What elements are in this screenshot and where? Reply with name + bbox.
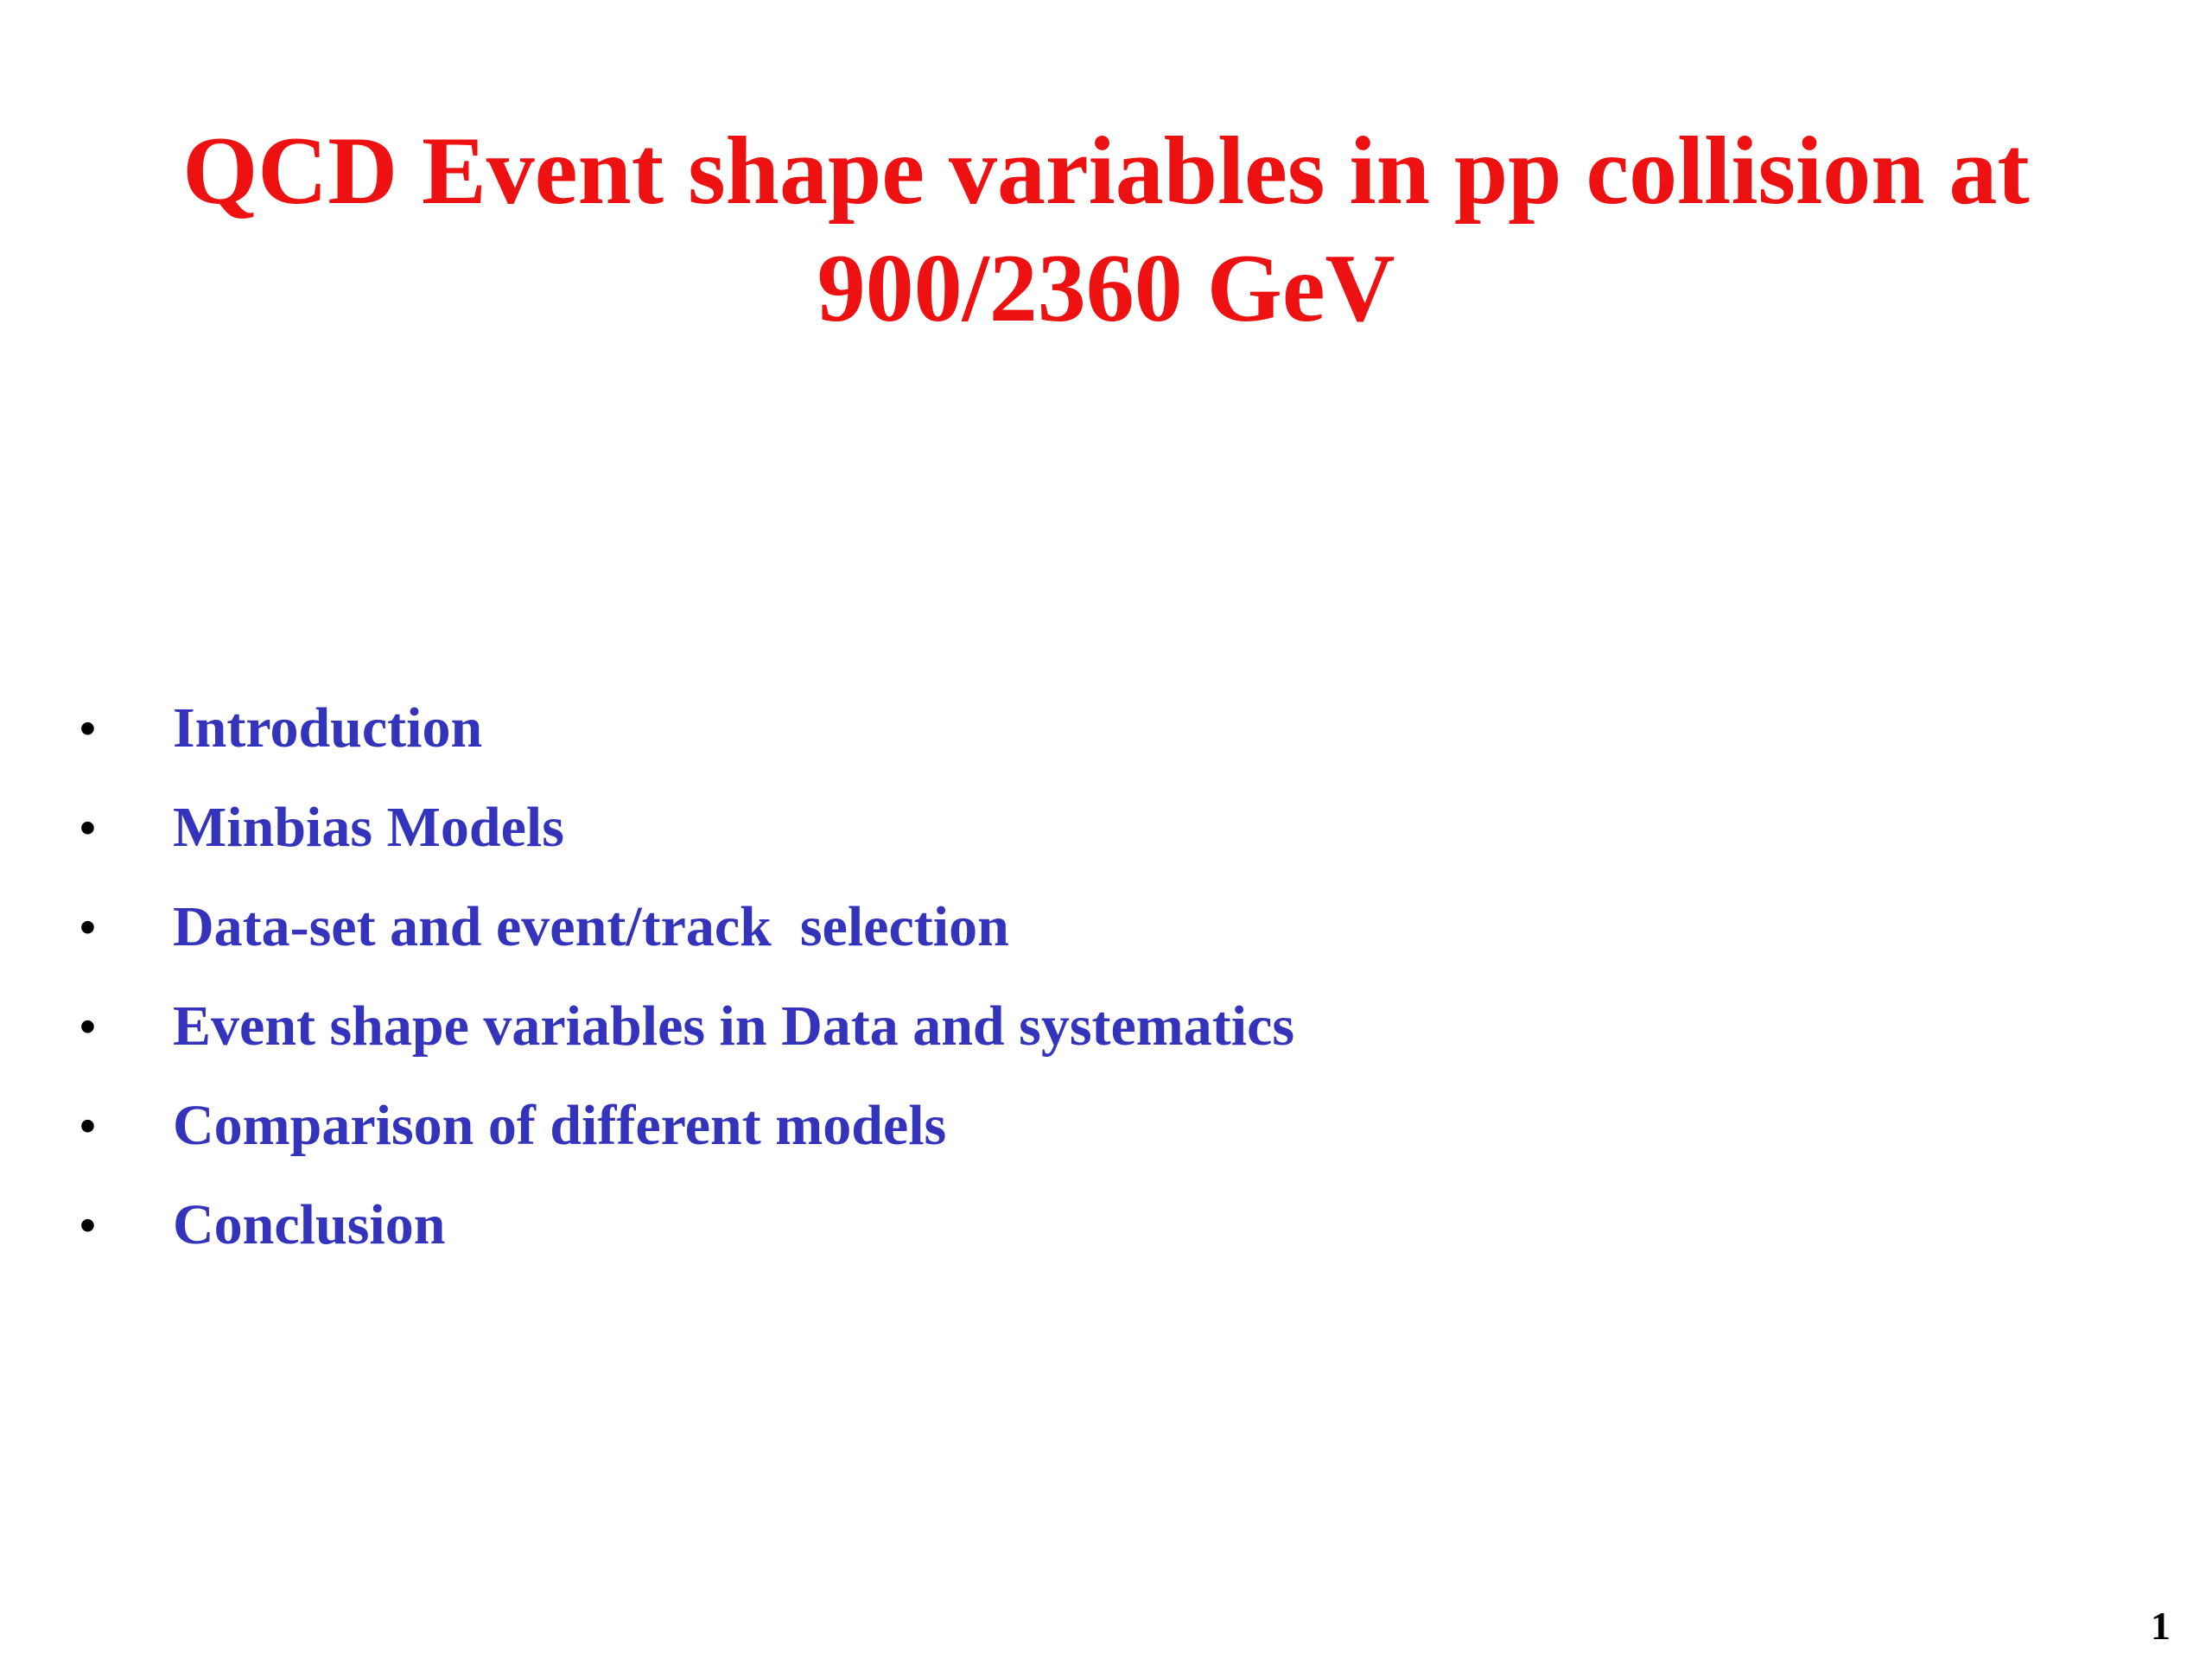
- agenda-label: Minbias Models: [173, 795, 564, 859]
- agenda-item-minbias-models: [69, 778, 1294, 877]
- agenda-label: Event shape variables in Data and systematics: [173, 994, 1295, 1058]
- agenda-item-introduction: [69, 678, 1294, 778]
- bullet-icon: •: [79, 1000, 96, 1052]
- agenda-item-conclusion: [69, 1175, 1294, 1274]
- agenda-list: [69, 678, 1294, 1274]
- bullet-icon: •: [79, 1198, 96, 1251]
- agenda-item-comparison: [69, 1076, 1294, 1175]
- agenda-label: Data-set and event/track selection: [173, 894, 1009, 958]
- page-number: 1: [2151, 1604, 2171, 1648]
- agenda-label: Conclusion: [173, 1192, 446, 1256]
- agenda-item-event-shape-variables: [69, 976, 1294, 1076]
- title-line-1: QCD Event shape variables in pp collision at: [182, 118, 2030, 225]
- agenda-label: Introduction: [173, 696, 483, 760]
- slide-title: [112, 112, 2100, 347]
- bullet-icon: •: [79, 900, 96, 953]
- bullet-icon: •: [79, 702, 96, 754]
- bullet-icon: •: [79, 1099, 96, 1152]
- agenda-label: Comparison of different models: [173, 1093, 947, 1157]
- title-line-2: 900/2360 GeV: [817, 235, 1395, 342]
- bullet-icon: •: [79, 801, 96, 854]
- agenda-item-data-set: [69, 877, 1294, 976]
